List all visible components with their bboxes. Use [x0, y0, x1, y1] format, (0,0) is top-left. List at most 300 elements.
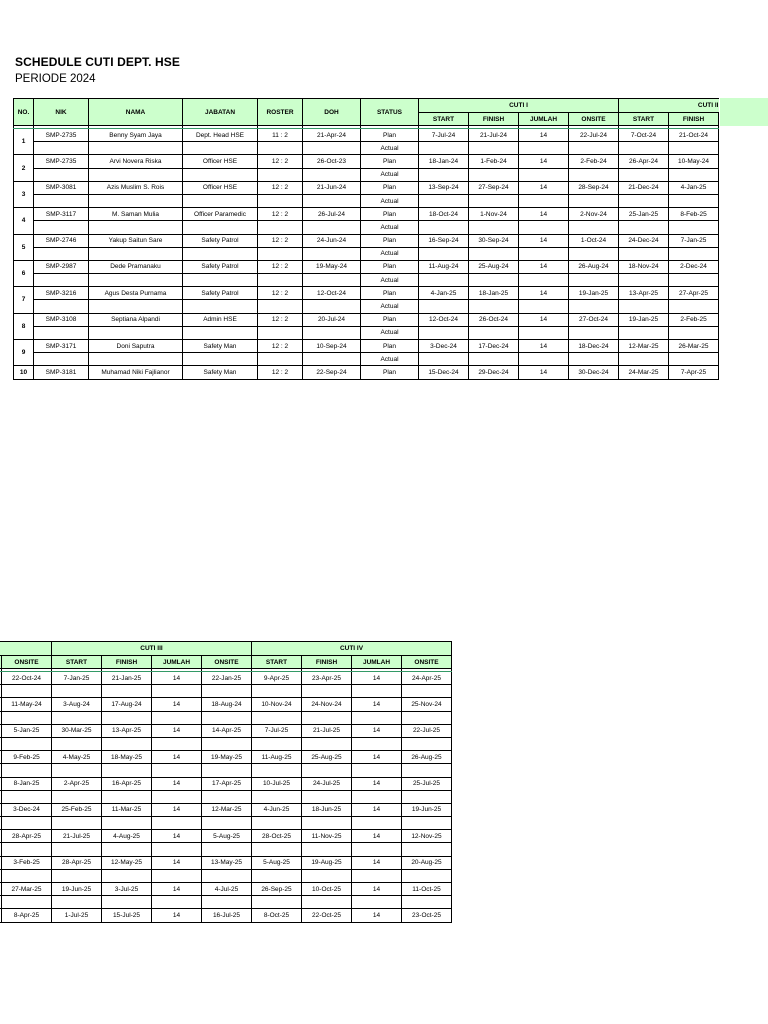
empty-cell: [469, 300, 519, 313]
jabatan-cell: Officer Paramedic: [183, 208, 258, 221]
schedule-table-page-2: [0, 641, 552, 923]
empty-cell: [302, 685, 352, 698]
cuti-4-cell: 14: [352, 883, 402, 896]
roster-cell: 12 : 2: [258, 234, 303, 247]
subheader-finish: FINISH: [102, 656, 152, 669]
empty-cell: [202, 685, 252, 698]
table-row-actual: [14, 326, 719, 339]
cuti-2-cell: 27-Apr-25: [669, 287, 719, 300]
status-cell: Plan: [361, 260, 419, 273]
empty-cell: [303, 221, 361, 234]
empty-cell: [619, 168, 669, 181]
cuti-4-cell: 22-Jul-25: [402, 724, 452, 737]
cuti-4-cell: 14: [352, 909, 402, 922]
roster-cell: 12 : 2: [258, 287, 303, 300]
roster-cell: 12 : 2: [258, 366, 303, 379]
empty-cell: [102, 737, 152, 750]
cuti-3-cell: 11-Mar-25: [102, 803, 152, 816]
empty-cell: [152, 869, 202, 882]
empty-cell: [303, 168, 361, 181]
empty-cell: [402, 869, 452, 882]
cuti-3-cell: 7-Jan-25: [52, 672, 102, 685]
header-row: [14, 99, 719, 113]
status-cell: Actual: [361, 326, 419, 339]
empty-cell: [569, 194, 619, 207]
table-row: [14, 260, 719, 273]
empty-cell: [183, 247, 258, 260]
nik-cell: SMP-2735: [34, 129, 89, 142]
cuti-2-cell: 21-Dec-24: [619, 181, 669, 194]
cuti-3-cell: 13-Apr-25: [102, 724, 152, 737]
subheader-row: [0, 656, 552, 669]
empty-cell: [519, 274, 569, 287]
cuti-2-cell: 26-Mar-25: [669, 340, 719, 353]
empty-cell: [52, 896, 102, 909]
roster-cell: 12 : 2: [258, 155, 303, 168]
empty-cell: [2, 896, 52, 909]
table-row-actual: [0, 764, 552, 777]
status-cell: Plan: [361, 340, 419, 353]
empty-cell: [352, 685, 402, 698]
nik-cell: SMP-2746: [34, 234, 89, 247]
cuti-3-cell: 15-Jul-25: [102, 909, 152, 922]
cuti-4-cell: 14: [352, 672, 402, 685]
empty-cell: [419, 247, 469, 260]
table-row-actual: [14, 274, 719, 287]
empty-cell: [619, 194, 669, 207]
empty-cell: [183, 168, 258, 181]
status-cell: Plan: [361, 287, 419, 300]
cuti-3-cell: 13-May-25: [202, 856, 252, 869]
empty-cell: [419, 168, 469, 181]
roster-cell: 11 : 2: [258, 129, 303, 142]
empty-cell: [258, 300, 303, 313]
nik-cell: SMP-3181: [34, 366, 89, 379]
empty-cell: [352, 843, 402, 856]
empty-cell: [34, 168, 89, 181]
empty-cell: [152, 896, 202, 909]
doh-cell: 22-Sep-24: [303, 366, 361, 379]
cuti-4-cell: 10-Oct-25: [302, 883, 352, 896]
cuti-1-cell: 28-Sep-24: [569, 181, 619, 194]
empty-cell: [669, 142, 719, 155]
status-cell: Plan: [361, 181, 419, 194]
empty-cell: [569, 326, 619, 339]
cuti-1-cell: 1-Oct-24: [569, 234, 619, 247]
subheader-jumlah: JUMLAH: [519, 113, 569, 126]
cuti-1-cell: 26-Aug-24: [569, 260, 619, 273]
empty-cell: [419, 194, 469, 207]
doh-cell: 20-Jul-24: [303, 313, 361, 326]
empty-cell: [402, 896, 452, 909]
cuti-4-cell: 22-Oct-25: [302, 909, 352, 922]
cuti-4-cell: 25-Nov-24: [402, 698, 452, 711]
cuti-1-cell: 1-Feb-24: [469, 155, 519, 168]
empty-cell: [2, 737, 52, 750]
table-row: [0, 698, 552, 711]
cuti-1-cell: 7-Jul-24: [419, 129, 469, 142]
nik-cell: SMP-3171: [34, 340, 89, 353]
empty-cell: [52, 869, 102, 882]
table-row-actual: [0, 869, 552, 882]
empty-cell: [302, 764, 352, 777]
cuti-2-cell: 25-Jan-25: [619, 208, 669, 221]
schedule-table-page-1: [13, 98, 719, 380]
empty-cell: [519, 142, 569, 155]
cuti-2-cell: 10-May-24: [669, 155, 719, 168]
header-fill-overflow: [720, 98, 768, 126]
empty-cell: [303, 274, 361, 287]
cuti-2-cell: 19-Jan-25: [619, 313, 669, 326]
empty-cell: [402, 764, 452, 777]
cuti-3-cell: 19-Jun-25: [52, 883, 102, 896]
table-row: [14, 340, 719, 353]
cuti-4-cell: 14: [352, 724, 402, 737]
cuti-2-cell: 24-Dec-24: [619, 234, 669, 247]
empty-cell: [34, 326, 89, 339]
cuti-2-cell: 3-Feb-25: [2, 856, 52, 869]
empty-cell: [52, 737, 102, 750]
cuti-4-cell: 19-Aug-25: [302, 856, 352, 869]
empty-cell: [102, 711, 152, 724]
empty-cell: [258, 353, 303, 366]
empty-cell: [619, 142, 669, 155]
empty-cell: [402, 817, 452, 830]
doh-cell: 12-Oct-24: [303, 287, 361, 300]
empty-cell: [519, 353, 569, 366]
cuti-4-cell: 26-Sep-25: [252, 883, 302, 896]
header-row: [0, 642, 552, 656]
cuti-1-cell: 14: [519, 181, 569, 194]
empty-cell: [419, 353, 469, 366]
empty-cell: [302, 869, 352, 882]
table-row: [0, 856, 552, 869]
empty-cell: [303, 300, 361, 313]
cuti-1-cell: 22-Jul-24: [569, 129, 619, 142]
empty-cell: [152, 685, 202, 698]
cuti-4-cell: 23-Apr-25: [302, 672, 352, 685]
empty-cell: [252, 764, 302, 777]
cuti-2-cell: 7-Jan-25: [669, 234, 719, 247]
table-row-actual: [14, 168, 719, 181]
empty-cell: [669, 221, 719, 234]
cuti-3-cell: 14: [152, 830, 202, 843]
empty-cell: [34, 353, 89, 366]
empty-cell: [89, 221, 183, 234]
doh-cell: 21-Apr-24: [303, 129, 361, 142]
empty-cell: [352, 737, 402, 750]
status-cell: Actual: [361, 194, 419, 207]
empty-cell: [402, 790, 452, 803]
jabatan-cell: Dept. Head HSE: [183, 129, 258, 142]
cuti-2-cell: 27-Mar-25: [2, 883, 52, 896]
empty-cell: [89, 194, 183, 207]
cuti-3-cell: 28-Apr-25: [52, 856, 102, 869]
empty-cell: [303, 142, 361, 155]
nama-cell: Arvi Novera Riska: [89, 155, 183, 168]
roster-cell: 12 : 2: [258, 340, 303, 353]
table-row-actual: [0, 843, 552, 856]
empty-cell: [519, 194, 569, 207]
empty-cell: [258, 142, 303, 155]
cuti-2-cell: 11-May-24: [2, 698, 52, 711]
subheader-finish: FINISH: [302, 656, 352, 669]
cuti-1-cell: 14: [519, 287, 569, 300]
table-row-actual: [0, 685, 552, 698]
empty-cell: [258, 168, 303, 181]
col-header-roster: ROSTER: [258, 99, 303, 126]
cuti-4-cell: 28-Oct-25: [252, 830, 302, 843]
group-header-cuti-2: CUTI II: [619, 99, 719, 113]
cuti-3-cell: 21-Jul-25: [52, 830, 102, 843]
empty-cell: [569, 247, 619, 260]
status-cell: Actual: [361, 168, 419, 181]
doh-cell: 26-Oct-23: [303, 155, 361, 168]
empty-cell: [89, 247, 183, 260]
table-row: [14, 181, 719, 194]
empty-cell: [352, 764, 402, 777]
table-row-actual: [0, 896, 552, 909]
empty-cell: [2, 869, 52, 882]
cuti-4-cell: 11-Oct-25: [402, 883, 452, 896]
cuti-2-cell: 26-Apr-24: [619, 155, 669, 168]
empty-cell: [89, 353, 183, 366]
empty-cell: [669, 326, 719, 339]
empty-cell: [619, 247, 669, 260]
empty-cell: [52, 764, 102, 777]
cuti-3-cell: 14: [152, 856, 202, 869]
cuti-1-cell: 19-Jan-25: [569, 287, 619, 300]
table-row: [0, 883, 552, 896]
empty-cell: [519, 168, 569, 181]
empty-cell: [252, 843, 302, 856]
subheader-start: START: [52, 656, 102, 669]
empty-cell: [102, 685, 152, 698]
cuti-1-cell: 30-Sep-24: [469, 234, 519, 247]
cuti-4-cell: 14: [352, 856, 402, 869]
page-title: SCHEDULE CUTI DEPT. HSE: [15, 55, 180, 69]
empty-cell: [52, 685, 102, 698]
cuti-4-cell: 25-Aug-25: [302, 751, 352, 764]
status-cell: Actual: [361, 353, 419, 366]
cuti-3-cell: 17-Apr-25: [202, 777, 252, 790]
empty-cell: [303, 194, 361, 207]
cuti-1-cell: 26-Oct-24: [469, 313, 519, 326]
empty-cell: [252, 896, 302, 909]
status-cell: Actual: [361, 221, 419, 234]
table-row: [0, 672, 552, 685]
cuti-3-cell: 4-May-25: [52, 751, 102, 764]
empty-cell: [469, 142, 519, 155]
cuti-1-cell: 27-Sep-24: [469, 181, 519, 194]
empty-cell: [619, 221, 669, 234]
cuti-3-cell: 18-May-25: [102, 751, 152, 764]
empty-cell: [669, 247, 719, 260]
cuti-3-cell: 4-Jul-25: [202, 883, 252, 896]
empty-cell: [402, 737, 452, 750]
empty-cell: [402, 843, 452, 856]
roster-cell: 12 : 2: [258, 181, 303, 194]
empty-cell: [152, 843, 202, 856]
row-number: 5: [14, 234, 34, 260]
empty-cell: [402, 711, 452, 724]
empty-cell: [569, 300, 619, 313]
cuti-4-cell: 14: [352, 698, 402, 711]
cuti-4-cell: 8-Oct-25: [252, 909, 302, 922]
empty-cell: [469, 274, 519, 287]
empty-cell: [202, 817, 252, 830]
empty-cell: [183, 142, 258, 155]
status-cell: Actual: [361, 300, 419, 313]
empty-cell: [302, 711, 352, 724]
jabatan-cell: Safety Patrol: [183, 260, 258, 273]
empty-cell: [102, 817, 152, 830]
empty-cell: [469, 353, 519, 366]
cuti-3-cell: 14: [152, 803, 202, 816]
row-number: 9: [14, 340, 34, 366]
empty-cell: [669, 194, 719, 207]
table-row: [14, 287, 719, 300]
empty-cell: [569, 274, 619, 287]
cuti-2-cell: 5-Jan-25: [2, 724, 52, 737]
cuti-1-cell: 2-Feb-24: [569, 155, 619, 168]
empty-cell: [302, 843, 352, 856]
empty-cell: [183, 194, 258, 207]
empty-cell: [2, 817, 52, 830]
cuti-2-cell: 2-Dec-24: [669, 260, 719, 273]
cuti-1-cell: 14: [519, 234, 569, 247]
doh-cell: 21-Jun-24: [303, 181, 361, 194]
status-cell: Actual: [361, 274, 419, 287]
empty-cell: [152, 764, 202, 777]
empty-cell: [2, 711, 52, 724]
cuti-1-cell: 18-Oct-24: [419, 208, 469, 221]
empty-cell: [619, 300, 669, 313]
table-row-actual: [14, 247, 719, 260]
table-row-actual: [0, 737, 552, 750]
cuti-3-cell: 4-Aug-25: [102, 830, 152, 843]
empty-cell: [34, 221, 89, 234]
empty-cell: [152, 817, 202, 830]
status-cell: Plan: [361, 234, 419, 247]
roster-cell: 12 : 2: [258, 260, 303, 273]
cuti-1-cell: 1-Nov-24: [469, 208, 519, 221]
col-header-status: STATUS: [361, 99, 419, 126]
cuti-1-cell: 14: [519, 208, 569, 221]
cuti-4-cell: 11-Nov-25: [302, 830, 352, 843]
cuti-4-cell: 24-Apr-25: [402, 672, 452, 685]
empty-cell: [469, 221, 519, 234]
empty-cell: [569, 168, 619, 181]
cuti-2-cell: 3-Dec-24: [2, 803, 52, 816]
empty-cell: [183, 274, 258, 287]
empty-cell: [34, 142, 89, 155]
cuti-3-cell: 19-May-25: [202, 751, 252, 764]
jabatan-cell: Safety Man: [183, 340, 258, 353]
empty-cell: [89, 142, 183, 155]
empty-cell: [669, 300, 719, 313]
doh-cell: 19-May-24: [303, 260, 361, 273]
subheader-jumlah: JUMLAH: [152, 656, 202, 669]
cuti-4-cell: 10-Jul-25: [252, 777, 302, 790]
status-cell: Plan: [361, 129, 419, 142]
cuti-3-cell: 14-Apr-25: [202, 724, 252, 737]
nama-cell: Azis Muslim S. Rois: [89, 181, 183, 194]
table-row: [14, 234, 719, 247]
empty-cell: [569, 142, 619, 155]
cuti-4-cell: 9-Apr-25: [252, 672, 302, 685]
empty-cell: [258, 221, 303, 234]
subheader-onsite: ONSITE: [202, 656, 252, 669]
cuti-2-cell: 12-Mar-25: [619, 340, 669, 353]
table-row-actual: [0, 817, 552, 830]
empty-cell: [183, 353, 258, 366]
table-row: [14, 208, 719, 221]
empty-cell: [102, 790, 152, 803]
jabatan-cell: Safety Patrol: [183, 234, 258, 247]
cuti-2-cell: 7-Apr-25: [669, 366, 719, 379]
empty-cell: [519, 300, 569, 313]
subheader-onsite: ONSITE: [402, 656, 452, 669]
status-cell: Plan: [361, 313, 419, 326]
cuti-3-cell: 14: [152, 909, 202, 922]
empty-cell: [52, 790, 102, 803]
cuti-3-cell: 3-Aug-24: [52, 698, 102, 711]
cuti-4-cell: 24-Jul-25: [302, 777, 352, 790]
nama-cell: M. Saman Mulia: [89, 208, 183, 221]
cuti-2-cell: 13-Apr-25: [619, 287, 669, 300]
cuti-2-cell: 7-Oct-24: [619, 129, 669, 142]
empty-cell: [402, 685, 452, 698]
cuti-3-cell: 25-Feb-25: [52, 803, 102, 816]
row-number: 8: [14, 313, 34, 339]
nik-cell: SMP-3117: [34, 208, 89, 221]
cuti-3-cell: 12-May-25: [102, 856, 152, 869]
cuti-2-cell: 2-Feb-25: [669, 313, 719, 326]
empty-cell: [152, 711, 202, 724]
cuti-2-cell: 18-Nov-24: [619, 260, 669, 273]
cuti-1-cell: 14: [519, 366, 569, 379]
cuti-4-cell: 7-Jul-25: [252, 724, 302, 737]
row-number: 4: [14, 208, 34, 234]
col-header-no: NO.: [14, 99, 34, 126]
empty-cell: [202, 711, 252, 724]
empty-cell: [469, 194, 519, 207]
col-header-nik: NIK: [34, 99, 89, 126]
empty-cell: [89, 300, 183, 313]
status-cell: Plan: [361, 366, 419, 379]
empty-cell: [252, 737, 302, 750]
doh-cell: 24-Jun-24: [303, 234, 361, 247]
empty-cell: [419, 142, 469, 155]
empty-cell: [252, 817, 302, 830]
cuti-3-cell: 14: [152, 672, 202, 685]
cuti-4-cell: 25-Jul-25: [402, 777, 452, 790]
empty-cell: [2, 790, 52, 803]
empty-cell: [302, 790, 352, 803]
status-cell: Actual: [361, 142, 419, 155]
cuti-2-cell: 21-Oct-24: [669, 129, 719, 142]
empty-cell: [2, 843, 52, 856]
empty-cell: [303, 353, 361, 366]
cuti-2-cell: 9-Feb-25: [2, 751, 52, 764]
cuti-1-cell: 13-Sep-24: [419, 181, 469, 194]
cuti-1-cell: 18-Dec-24: [569, 340, 619, 353]
cuti-1-cell: 14: [519, 313, 569, 326]
empty-cell: [183, 326, 258, 339]
cuti-4-cell: 19-Jun-25: [402, 803, 452, 816]
doh-cell: 10-Sep-24: [303, 340, 361, 353]
